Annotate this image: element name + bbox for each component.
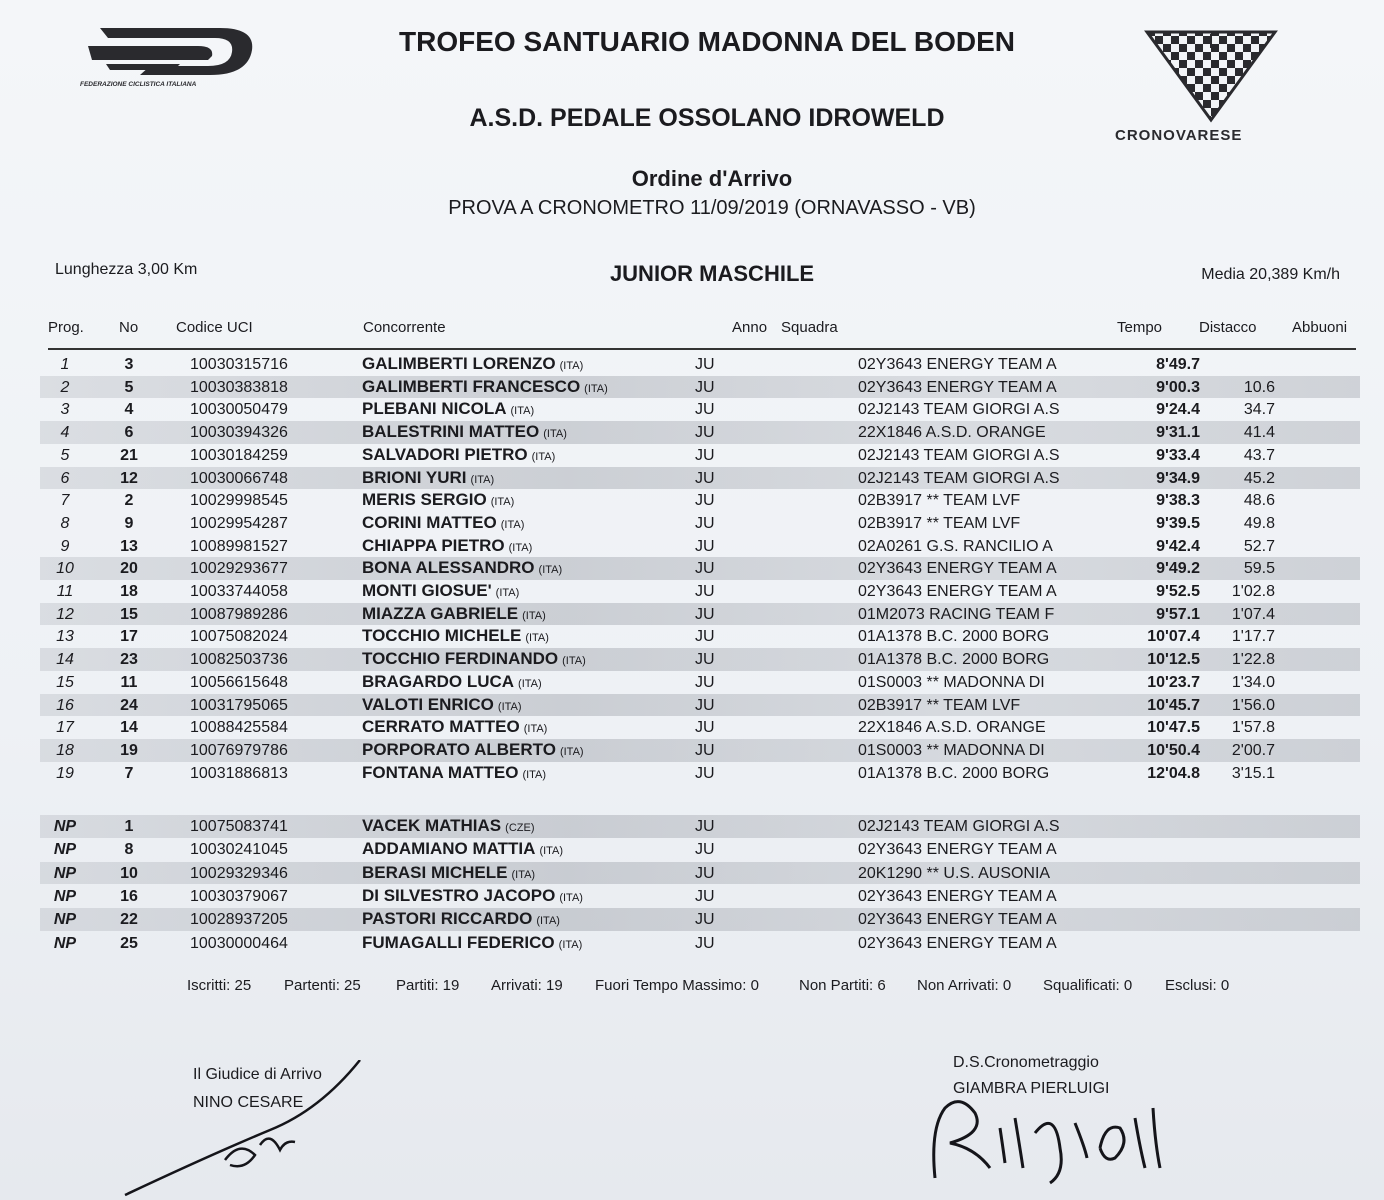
- result-row: [40, 716, 1360, 739]
- timing-name: GIAMBRA PIERLUIGI: [953, 1080, 1110, 1097]
- race-title: TROFEO SANTUARIO MADONNA DEL BODEN: [399, 26, 1015, 57]
- uci-code: 10030315716: [190, 356, 288, 373]
- team-name: 02Y3643 ENERGY TEAM A: [858, 560, 1057, 578]
- rider-name-cell: [362, 445, 555, 465]
- nationality: (ITA): [518, 677, 542, 690]
- result-row: [40, 648, 1360, 671]
- birth-category: JU: [695, 424, 715, 442]
- birth-category: JU: [695, 401, 715, 419]
- col-gap: Distacco: [1199, 319, 1257, 336]
- nationality: (ITA): [522, 609, 546, 622]
- rider-name: MONTI GIOSUE': [362, 581, 492, 600]
- bib-number: 12: [120, 469, 138, 487]
- nationality: (ITA): [536, 915, 560, 928]
- finish-time: 9'31.1: [1156, 424, 1200, 442]
- birth-category: JU: [695, 864, 715, 882]
- time-gap: 45.2: [1243, 469, 1275, 487]
- stat-partiti: Partiti: 19: [396, 977, 460, 994]
- rider-name-cell: [362, 513, 524, 533]
- rider-name-cell: [362, 740, 584, 760]
- birth-category: JU: [695, 696, 715, 714]
- rider-name: BRAGARDO LUCA: [362, 671, 515, 691]
- result-row: [40, 489, 1360, 512]
- position: 10: [56, 560, 74, 578]
- result-row: [40, 603, 1360, 626]
- nationality: (ITA): [522, 768, 547, 781]
- nationality: (ITA): [562, 655, 586, 668]
- average-speed: Media 20,389 Km/h: [1201, 266, 1340, 283]
- team-name: 02B3917 ** TEAM LVF: [858, 696, 1021, 714]
- rider-name: FONTANA MATTEO: [362, 762, 519, 782]
- position: 6: [60, 469, 70, 487]
- result-row: [40, 625, 1360, 648]
- non-starter-row: [40, 885, 1360, 908]
- rider-name: GALIMBERTI LORENZO: [362, 354, 556, 373]
- bib-number: 5: [124, 378, 134, 396]
- nationality: (ITA): [525, 632, 549, 645]
- birth-category: JU: [695, 537, 715, 555]
- rider-name: CHIAPPA PIETRO: [362, 535, 505, 555]
- stat-arrivati: Arrivati: 19: [491, 977, 563, 994]
- bib-number: 10: [120, 864, 138, 882]
- position: 18: [56, 741, 74, 759]
- stat-non-partiti: Non Partiti: 6: [799, 977, 886, 994]
- rider-name-cell: [362, 422, 567, 442]
- bib-number: 20: [120, 560, 138, 578]
- rider-name-cell: [362, 604, 546, 624]
- position: NP: [53, 818, 77, 835]
- team-name: 22X1846 A.S.D. ORANGE: [858, 719, 1046, 737]
- uci-code: 10029329346: [190, 864, 288, 882]
- rider-name-cell: [362, 558, 562, 578]
- time-gap: 2'00.7: [1231, 741, 1275, 759]
- nationality: (ITA): [523, 723, 548, 736]
- rider-name: GALIMBERTI FRANCESCO: [362, 376, 581, 396]
- team-name: 02A0261 G.S. RANCILIO A: [858, 537, 1053, 555]
- col-year: Anno: [732, 319, 768, 336]
- bib-number: 18: [120, 583, 138, 600]
- bib-number: 24: [120, 696, 138, 714]
- time-gap: 41.4: [1243, 424, 1275, 442]
- bib-number: 17: [120, 628, 138, 646]
- uci-code: 10030394326: [190, 424, 288, 442]
- finish-time: 10'45.7: [1147, 696, 1200, 714]
- time-gap: 52.7: [1243, 537, 1275, 555]
- result-row: [40, 671, 1360, 694]
- team-name: 02Y3643 ENERGY TEAM A: [858, 911, 1057, 929]
- bib-number: 23: [120, 651, 138, 669]
- birth-category: JU: [695, 583, 715, 600]
- nationality: (ITA): [531, 450, 556, 463]
- birth-category: JU: [695, 934, 715, 952]
- uci-code: 10056615648: [190, 673, 288, 691]
- time-gap: 10.6: [1243, 378, 1275, 396]
- team-name: 02J2143 TEAM GIORGI A.S: [858, 446, 1060, 464]
- bib-number: 1: [124, 818, 134, 835]
- non-starter-row: [40, 932, 1360, 955]
- position: 3: [60, 401, 70, 419]
- team-name: 01A1378 B.C. 2000 BORG: [858, 764, 1050, 782]
- position: 1: [60, 356, 70, 373]
- nationality: (ITA): [510, 405, 535, 418]
- position: 13: [56, 628, 74, 646]
- bib-number: 6: [124, 424, 134, 442]
- time-gap: 3'15.1: [1231, 764, 1275, 782]
- bib-number: 4: [124, 401, 134, 419]
- bib-number: 25: [120, 934, 138, 952]
- uci-code: 10031795065: [190, 696, 288, 714]
- team-name: 02J2143 TEAM GIORGI A.S: [858, 401, 1060, 419]
- result-row: [40, 739, 1360, 762]
- uci-code: 10029998545: [190, 492, 288, 510]
- event-info: PROVA A CRONOMETRO 11/09/2019 (ORNAVASSO - VB): [448, 197, 976, 219]
- team-name: 22X1846 A.S.D. ORANGE: [858, 424, 1046, 442]
- finish-time: 12'04.8: [1147, 764, 1200, 782]
- position: 4: [60, 424, 70, 442]
- col-bonus: Abbuoni: [1292, 319, 1348, 336]
- nationality: (ITA): [543, 428, 567, 441]
- rider-name-cell: [362, 536, 532, 556]
- rider-name: BRIONI YURI: [362, 467, 467, 487]
- col-rider: Concorrente: [363, 319, 446, 336]
- finish-time: 9'49.2: [1156, 560, 1200, 578]
- bib-number: 2: [124, 492, 134, 510]
- header-divider: [48, 348, 1356, 350]
- result-row: [40, 535, 1360, 558]
- uci-code: 10087989286: [190, 605, 288, 623]
- team-name: 01A1378 B.C. 2000 BORG: [858, 628, 1050, 646]
- rider-name: PASTORI RICCARDO: [362, 909, 533, 929]
- bib-number: 13: [120, 537, 138, 555]
- birth-category: JU: [695, 469, 715, 487]
- birth-category: JU: [695, 378, 715, 396]
- non-starter-row: [40, 838, 1360, 861]
- timing-role: D.S.Cronometraggio: [953, 1054, 1099, 1071]
- position: 14: [56, 651, 74, 669]
- position: 16: [56, 696, 74, 714]
- finish-time: 9'38.3: [1156, 492, 1200, 510]
- rider-name: PORPORATO ALBERTO: [362, 739, 556, 759]
- time-gap: 1'34.0: [1231, 673, 1275, 691]
- uci-code: 10028937205: [190, 911, 288, 929]
- uci-code: 10030000464: [190, 934, 288, 952]
- uci-code: 10075083741: [190, 818, 288, 835]
- finish-time: 9'24.4: [1156, 401, 1200, 419]
- stat-iscritti: Iscritti: 25: [187, 977, 252, 994]
- rider-name-cell: [362, 839, 563, 859]
- nationality: (CZE): [505, 822, 535, 834]
- uci-code: 10031886813: [190, 764, 288, 782]
- rider-name-cell: [362, 816, 534, 836]
- bib-number: 8: [124, 841, 134, 859]
- uci-code: 10029954287: [190, 514, 288, 532]
- result-row: [40, 580, 1360, 603]
- team-name: 01S0003 ** MADONNA DI: [858, 741, 1045, 759]
- birth-category: JU: [695, 605, 715, 623]
- position: 2: [60, 378, 70, 396]
- finish-time: 10'23.7: [1147, 673, 1200, 691]
- rider-name: DI SILVESTRO JACOPO: [362, 885, 556, 905]
- nationality: (ITA): [490, 496, 515, 509]
- team-name: 02Y3643 ENERGY TEAM A: [858, 583, 1057, 600]
- uci-code: 10030379067: [190, 887, 288, 905]
- rider-name: MERIS SERGIO: [362, 490, 487, 510]
- result-row: [40, 398, 1360, 421]
- bib-number: 11: [120, 673, 138, 691]
- position: NP: [53, 934, 77, 952]
- nationality: (ITA): [558, 938, 583, 951]
- rider-name-cell: [362, 377, 608, 397]
- birth-category: JU: [695, 651, 715, 669]
- result-row: [40, 421, 1360, 444]
- rider-name-cell: [362, 399, 534, 419]
- result-row: [40, 376, 1360, 399]
- rider-name-cell: [362, 763, 546, 783]
- position: 17: [56, 719, 74, 737]
- svg-text:CRONOVARESE: CRONOVARESE: [1115, 127, 1243, 144]
- nationality: (ITA): [539, 845, 564, 858]
- finish-time: 9'34.9: [1156, 469, 1200, 487]
- birth-category: JU: [695, 356, 715, 373]
- nationality: (ITA): [470, 473, 495, 486]
- birth-category: JU: [695, 764, 715, 782]
- finish-time: 9'42.4: [1156, 537, 1200, 555]
- birth-category: JU: [695, 911, 715, 929]
- stat-partenti: Partenti: 25: [284, 977, 361, 994]
- position: NP: [53, 864, 77, 882]
- non-starter-row: [40, 815, 1360, 838]
- rider-name: VALOTI ENRICO: [362, 694, 494, 714]
- rider-name: MIAZZA GABRIELE: [362, 603, 519, 623]
- non-starter-row: [40, 908, 1360, 931]
- uci-code: 10029293677: [190, 560, 288, 578]
- birth-category: JU: [695, 673, 715, 691]
- position: 19: [56, 764, 74, 782]
- team-name: 01A1378 B.C. 2000 BORG: [858, 651, 1050, 669]
- finish-time: 9'33.4: [1156, 446, 1200, 464]
- nationality: (ITA): [584, 382, 608, 395]
- result-row: [40, 353, 1360, 376]
- time-gap: 59.5: [1243, 560, 1275, 578]
- position: 7: [60, 492, 70, 510]
- time-gap: 1'02.8: [1231, 583, 1275, 600]
- stat-non-arrivati: Non Arrivati: 0: [917, 977, 1012, 994]
- nationality: (ITA): [559, 745, 584, 758]
- rider-name-cell: [362, 717, 547, 737]
- birth-category: JU: [695, 887, 715, 905]
- time-gap: 1'17.7: [1231, 628, 1275, 646]
- nationality: (ITA): [559, 891, 583, 904]
- team-name: 02Y3643 ENERGY TEAM A: [858, 841, 1057, 859]
- col-uci: Codice UCI: [176, 319, 253, 336]
- rider-name-cell: [362, 863, 535, 883]
- bib-number: 3: [124, 356, 134, 373]
- rider-name: BALESTRINI MATTEO: [362, 422, 540, 442]
- birth-category: JU: [695, 492, 715, 510]
- finish-time: 9'52.5: [1156, 583, 1200, 600]
- rider-name-cell: [362, 626, 549, 646]
- rider-name: CORINI MATTEO: [362, 512, 497, 532]
- uci-code: 10030050479: [190, 401, 288, 419]
- finish-time: 8'49.7: [1156, 356, 1200, 373]
- birth-category: JU: [695, 560, 715, 578]
- bib-number: 21: [120, 446, 138, 464]
- birth-category: JU: [695, 741, 715, 759]
- birth-category: JU: [695, 446, 715, 464]
- result-row: [40, 694, 1360, 717]
- team-name: 01S0003 ** MADONNA DI: [858, 673, 1045, 691]
- nationality: (ITA): [495, 587, 520, 599]
- col-team: Squadra: [781, 319, 838, 336]
- rider-name-cell: [362, 909, 560, 929]
- position: 11: [56, 583, 74, 600]
- rider-name: VACEK MATHIAS: [362, 816, 502, 835]
- col-no: No: [119, 319, 139, 336]
- col-time: Tempo: [1117, 319, 1163, 336]
- stat-esclusi: Esclusi: 0: [1165, 977, 1230, 994]
- finish-time: 9'39.5: [1156, 514, 1200, 532]
- uci-code: 10030066748: [190, 469, 288, 487]
- nationality: (ITA): [538, 564, 563, 577]
- rider-name: BONA ALESSANDRO: [362, 558, 535, 578]
- position: 15: [56, 673, 74, 691]
- rider-name-cell: [362, 695, 522, 715]
- rider-name: PLEBANI NICOLA: [362, 399, 507, 419]
- time-gap: 1'56.0: [1231, 696, 1275, 714]
- position: 12: [56, 605, 74, 623]
- result-row: [40, 557, 1360, 580]
- bib-number: 7: [124, 764, 134, 782]
- category-title: JUNIOR MASCHILE: [609, 261, 815, 286]
- col-prog: Prog.: [48, 319, 84, 336]
- stat-fuori-tempo: Fuori Tempo Massimo: 0: [595, 977, 759, 994]
- team-name: 02J2143 TEAM GIORGI A.S: [858, 818, 1060, 835]
- bib-number: 22: [120, 911, 138, 929]
- rider-name: BERASI MICHELE: [362, 862, 508, 882]
- birth-category: JU: [695, 514, 715, 532]
- judge-signature: [120, 1060, 380, 1200]
- team-name: 02J2143 TEAM GIORGI A.S: [858, 469, 1060, 487]
- team-name: 02B3917 ** TEAM LVF: [858, 492, 1021, 510]
- uci-code: 10089981527: [190, 537, 288, 555]
- time-gap: 1'07.4: [1231, 605, 1275, 623]
- rider-name-cell: [362, 468, 494, 488]
- uci-code: 10030241045: [190, 841, 288, 859]
- nationality: (ITA): [497, 700, 522, 713]
- result-row: [40, 444, 1360, 467]
- organizer: A.S.D. PEDALE OSSOLANO IDROWELD: [469, 104, 945, 132]
- rider-name-cell: [362, 490, 514, 510]
- course-length: Lunghezza 3,00 Km: [55, 261, 198, 278]
- rider-name-cell: [362, 672, 542, 692]
- time-gap: 49.8: [1243, 514, 1275, 532]
- bib-number: 14: [120, 719, 138, 737]
- rider-name: TOCCHIO MICHELE: [362, 626, 522, 646]
- bib-number: 19: [120, 741, 138, 759]
- rider-name-cell: [362, 649, 586, 669]
- bib-number: 16: [120, 887, 138, 905]
- rider-name-cell: [362, 886, 583, 906]
- bib-number: 9: [124, 514, 134, 532]
- birth-category: JU: [695, 841, 715, 859]
- result-row: [40, 467, 1360, 490]
- uci-code: 10030184259: [190, 446, 288, 464]
- team-name: 02Y3643 ENERGY TEAM A: [858, 378, 1057, 396]
- time-gap: 48.6: [1243, 492, 1275, 510]
- uci-code: 10030383818: [190, 378, 288, 396]
- result-row: [40, 762, 1360, 785]
- uci-code: 10076979786: [190, 741, 288, 759]
- time-gap: 1'57.8: [1231, 719, 1275, 737]
- non-starter-row: [40, 862, 1360, 885]
- bib-number: 15: [120, 605, 138, 623]
- rider-name-cell: [362, 581, 519, 601]
- rider-name: CERRATO MATTEO: [362, 717, 520, 737]
- finish-time: 9'57.1: [1156, 605, 1200, 623]
- rider-name: ADDAMIANO MATTIA: [362, 839, 536, 859]
- svg-text:FEDERAZIONE CICLISTICA ITALIAN: FEDERAZIONE CICLISTICA ITALIANA: [80, 81, 197, 88]
- position: 5: [60, 446, 70, 464]
- position: 8: [60, 514, 70, 532]
- team-name: 20K1290 ** U.S. AUSONIA: [858, 864, 1051, 882]
- result-row: [40, 512, 1360, 535]
- rider-name: SALVADORI PIETRO: [362, 444, 528, 464]
- judge-name: NINO CESARE: [193, 1094, 304, 1111]
- nationality: (ITA): [508, 541, 533, 554]
- position: NP: [53, 887, 77, 905]
- finish-time: 10'07.4: [1147, 628, 1200, 646]
- time-gap: 34.7: [1243, 401, 1275, 419]
- team-name: 02Y3643 ENERGY TEAM A: [858, 356, 1057, 373]
- finish-time: 10'50.4: [1147, 741, 1200, 759]
- finish-time: 10'47.5: [1147, 719, 1200, 737]
- team-name: 01M2073 RACING TEAM F: [858, 605, 1055, 623]
- document-type: Ordine d'Arrivo: [631, 166, 793, 191]
- team-name: 02Y3643 ENERGY TEAM A: [858, 934, 1057, 952]
- birth-category: JU: [695, 719, 715, 737]
- birth-category: JU: [695, 818, 715, 835]
- team-name: 02Y3643 ENERGY TEAM A: [858, 887, 1057, 905]
- birth-category: JU: [695, 628, 715, 646]
- position: NP: [53, 911, 77, 929]
- nationality: (ITA): [511, 868, 536, 881]
- time-gap: 1'22.8: [1231, 651, 1275, 669]
- timing-signature: [915, 1088, 1165, 1188]
- time-gap: 43.7: [1243, 446, 1275, 464]
- rider-name-cell: [362, 354, 583, 374]
- finish-time: 10'12.5: [1147, 651, 1200, 669]
- finish-time: 9'00.3: [1156, 378, 1200, 396]
- position: 9: [60, 537, 70, 555]
- rider-name: TOCCHIO FERDINANDO: [362, 649, 559, 669]
- team-name: 02B3917 ** TEAM LVF: [858, 514, 1021, 532]
- judge-role: Il Giudice di Arrivo: [193, 1066, 322, 1083]
- uci-code: 10088425584: [190, 719, 288, 737]
- position: NP: [53, 841, 77, 859]
- rider-name-cell: [362, 933, 582, 953]
- rider-name: FUMAGALLI FEDERICO: [362, 932, 555, 952]
- uci-code: 10033744058: [190, 583, 288, 600]
- uci-code: 10075082024: [190, 628, 288, 646]
- nationality: (ITA): [559, 360, 584, 372]
- nationality: (ITA): [500, 518, 525, 531]
- stat-squalificati: Squalificati: 0: [1043, 977, 1133, 994]
- uci-code: 10082503736: [190, 651, 288, 669]
